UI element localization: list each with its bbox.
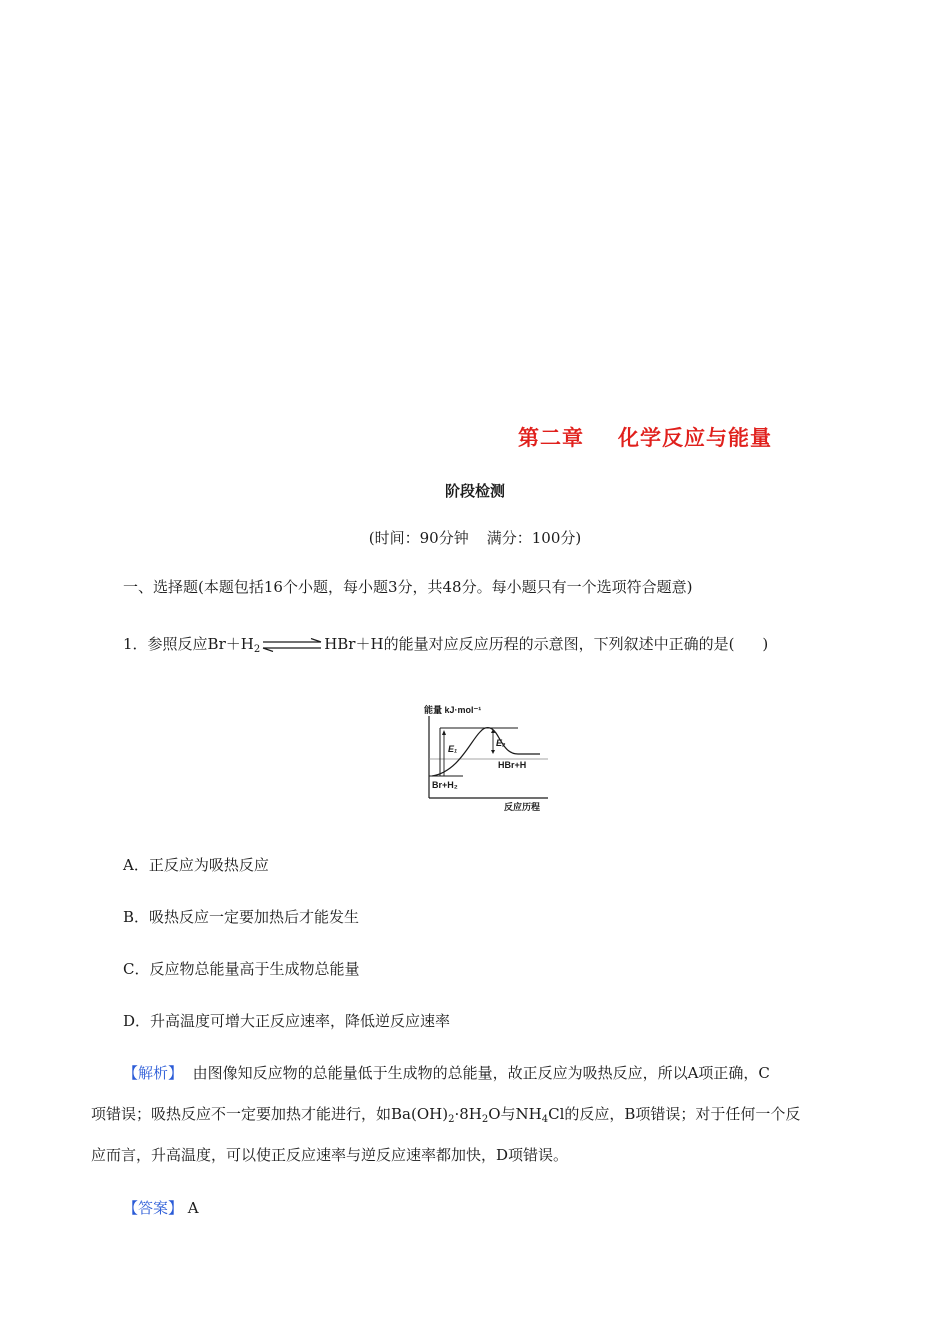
option-d: D．升高温度可增大正反应速率，降低逆反应速率 bbox=[123, 1012, 451, 1030]
analysis-line-2: 项错误；吸热反应不一定要加热才能进行，如$Ba(OH)_2\cdot 8H_2O$与$NH_4Cl$的反应，B项错误；对于任何一个反 bbox=[91, 1105, 801, 1125]
analysis-tag: 【解析】 bbox=[123, 1064, 184, 1082]
answer-tag: 【答案】 bbox=[123, 1199, 184, 1217]
energy-diagram bbox=[418, 702, 558, 818]
exam-info bbox=[0, 527, 950, 548]
subscript: 2 bbox=[253, 644, 261, 655]
diagram-y-axis-label: 能量 kJ·mol⁻¹ bbox=[424, 705, 482, 715]
section-title: 阶段检测 bbox=[444, 482, 505, 500]
chapter-name: 化学反应与能量 bbox=[618, 426, 772, 450]
question-1 bbox=[123, 633, 768, 655]
answer-value: A bbox=[187, 1199, 199, 1217]
question-close-paren: ) bbox=[762, 635, 769, 653]
question-reactants: 参照反应Br＋H bbox=[147, 635, 254, 653]
question-number: 1． bbox=[123, 635, 148, 653]
diagram-x-axis-label: 反应历程 bbox=[504, 802, 541, 812]
exam-score: 满分：100分) bbox=[486, 529, 582, 547]
diagram-e1-label: E₁ bbox=[448, 744, 458, 754]
question-products: HBr＋H bbox=[324, 635, 384, 653]
question-stem: 的能量对应反应历程的示意图，下列叙述中正确的是( bbox=[383, 635, 735, 653]
chapter-number: 第二章 bbox=[518, 426, 584, 450]
diagram-reactants-label: Br+H₂ bbox=[432, 780, 458, 790]
option-a: A．正反应为吸热反应 bbox=[123, 856, 269, 874]
analysis-line-1: 【解析】 由图像知反应物的总能量低于生成物的总能量，故正反应为吸热反应，所以A项正确，C bbox=[123, 1064, 770, 1082]
chapter-title bbox=[518, 422, 772, 452]
analysis-line-3: 应而言，升高温度，可以使正反应速率与逆反应速率都加快，D项错误。 bbox=[91, 1146, 569, 1164]
option-b: B．吸热反应一定要加热后才能发生 bbox=[123, 908, 360, 926]
diagram-products-label: HBr+H bbox=[498, 760, 527, 770]
option-c: C．反应物总能量高于生成物总能量 bbox=[123, 960, 360, 978]
answer bbox=[123, 1197, 893, 1218]
section-instructions: 一、选择题(本题包括16个小题，每小题3分，共48分。每小题只有一个选项符合题意) bbox=[123, 578, 693, 596]
exam-time: (时间：90分钟 bbox=[368, 529, 469, 547]
diagram-e2-label: E₂ bbox=[496, 738, 506, 748]
equilibrium-arrow-icon bbox=[261, 638, 323, 652]
